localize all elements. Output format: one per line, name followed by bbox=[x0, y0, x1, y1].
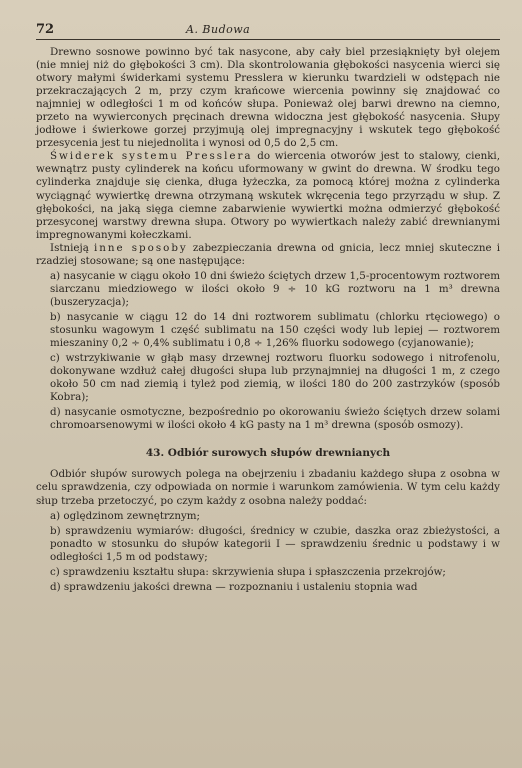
page-body bbox=[36, 46, 500, 594]
list-item: a) oględzinom zewnętrznym; bbox=[50, 509, 201, 522]
other-methods-rest: zabezpieczania drewna od gnicia, lecz mniej skuteczne i rzadziej stosowane; są one następujące: bbox=[36, 241, 501, 267]
list-item: d) sprawdzeniu jakości drewna — rozpoznaniu i ustaleniu stopnia wad bbox=[50, 580, 418, 593]
section-intro: Odbiór słupów surowych polega na obejrzeniu i zbadaniu każdego słupa z osobna w celu sprawdzenia, czy odpowiada on normie i warunkom zamówienia. W tym celu każdy słup trzeba przetoczyć, po czym każdy z osobna należy poddać: bbox=[36, 468, 500, 507]
page-header bbox=[36, 22, 500, 40]
pressler-drill-description: do wiercenia otworów jest to stalowy, cienki, wewnątrz pusty cylinderek na końcu uformowany w gwint do drewna. W środku tego cylinderka znajduje się cienka, długa łyżeczka, za pomocą której można z cylinderka wyciągnąć wywiertkę drewna otrzymaną wskutek wkręcenia tego przyrządu w słup. Z głębokości, na jaką sięga ciemne zabarwienie wywiertki można odmierzyć głębokość przesyconej warstwy drewna słupa. Otwory po wywiertkach należy zabić drewnianymi impregnowanymi kołeczkami. bbox=[36, 150, 501, 241]
paragraph-impregnation-depth: Drewno sosnowe powinno być tak nasycone, aby cały biel przesiąknięty był olejem (nie mniej niż do głębokości 3 cm). Dla skontrolowania głębokości nasycenia wierci się otwory małymi świderkami systemu Presslera w kierunku twardzieli w odstępach nie przekraczających 2 m, przy czym krańcowe wiercenia powinny się znajdować co najmniej w odległości 1 m od końców słupa. Ponieważ olej barwi drewno na ciemno, przeto na wywierconych pręcinach drewna widoczna jest głębokość nasycenia. Słupy jodłowe i świerkowe gorzej przyjmują olej impregnacyjny i wskutek tego głębokość przesycenia jest tu niejednolita i wynosi od 0,5 do 2,5 cm. bbox=[36, 46, 500, 150]
other-methods-term: inne sposoby bbox=[93, 241, 188, 254]
methods-list bbox=[36, 270, 500, 433]
paragraph-other-methods bbox=[36, 242, 500, 268]
section-heading: 43. Odbiór surowych słupów drewnianych bbox=[145, 447, 391, 460]
running-head: A. Budowa bbox=[186, 23, 251, 36]
list-item: d) nasycanie osmotyczne, bezpośrednio po okorowaniu świeżo ściętych drzew solami chromoarsenowymi w ilości około 4 kG pasty na 1 m³ drewna (sposób osmozy). bbox=[50, 406, 500, 432]
paragraph-pressler-drill bbox=[36, 150, 500, 241]
list-item: c) sprawdzeniu kształtu słupa: skrzywienia słupa i spłaszczenia przekrojów; bbox=[50, 565, 446, 578]
list-item: a) nasycanie w ciągu około 10 dni świeżo ściętych drzew 1,5-procentowym roztworem siarczanu miedziowego w ilości około 9 ÷ 10 kG roztworu na 1 m³ drewna (buszeryzacja); bbox=[50, 269, 501, 308]
other-methods-lead: Istnieją bbox=[50, 241, 94, 254]
inspection-list bbox=[36, 510, 500, 594]
pressler-drill-term: Świderek systemu Presslera bbox=[50, 150, 253, 163]
list-item: b) sprawdzeniu wymiarów: długości, średnicy w czubie, daszka oraz zbieżystości, a ponadto w stosunku do słupów kategorii I — sprawdzeniu średnic u podstawy i w odległości 1,5 m od podstawy; bbox=[50, 524, 500, 563]
list-item: b) nasycanie w ciągu 12 do 14 dni roztworem sublimatu (chlorku rtęciowego) o stosunku wagowym 1 część sublimatu na 150 części wody lub lepiej — roztworem mieszaniny 0,2 ÷ 0,4% sublimatu i 0,8 ÷ 1,26% fluorku sodowego (cyjanowanie); bbox=[50, 310, 500, 350]
page-number: 72 bbox=[36, 22, 55, 37]
list-item: c) wstrzykiwanie w głąb masy drzewnej roztworu fluorku sodowego i nitrofenolu, dokonywane wzdłuż całej długości słupa lub przynajmniej na długości 1 m, z czego około 50 cm nad ziemią i tyleż pod ziemią, w ilości 180 do 200 zastrzyków (sposób Kobra); bbox=[50, 352, 500, 404]
